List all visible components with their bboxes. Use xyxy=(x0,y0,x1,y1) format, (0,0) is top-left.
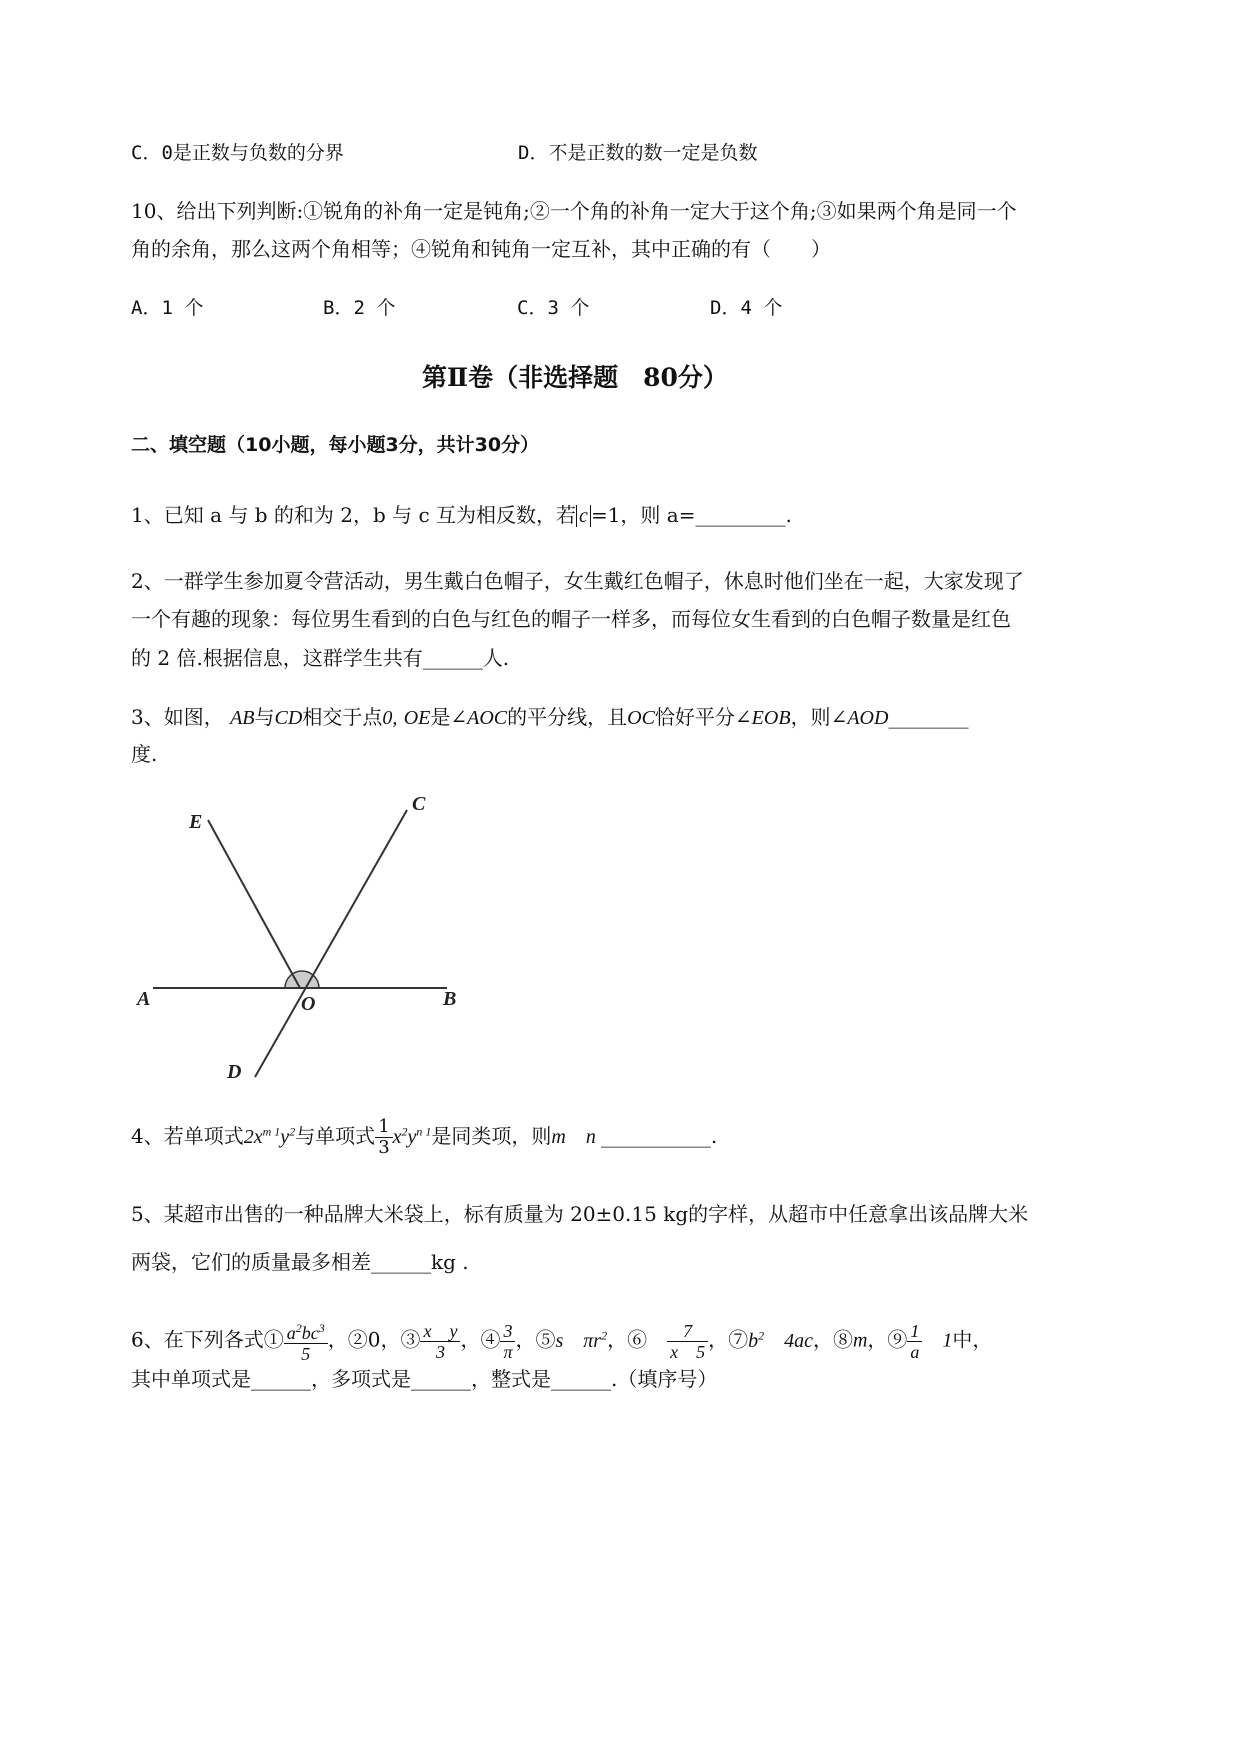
q10-line-1: 10、给出下列判断:①锐角的补角一定是钝角;②一个角的补角一定大于这个角;③如果两个角是同一个 xyxy=(131,199,1017,223)
fill-3-aoc: ∠AOC xyxy=(450,707,508,729)
fill-6-expr-9-tail: 1 xyxy=(922,1329,953,1352)
fill-3-blank: ________ xyxy=(888,705,969,729)
fill-3-ab: AB xyxy=(230,707,255,729)
fill-3-text-e: 的平分线，且 xyxy=(507,705,628,729)
fill-6-sep-2: ，②0，③ xyxy=(327,1327,421,1352)
fill-1-pre: 1、已知 a 与 b 的和为 2，b 与 c 互为相反数，若 xyxy=(131,503,577,527)
fill-5-line-1 xyxy=(131,1201,1028,1227)
fill-6-sep-4: ，④ xyxy=(460,1327,501,1352)
fill-5-unit-2: kg . xyxy=(431,1250,469,1274)
fill-6-end: 中， xyxy=(952,1327,993,1352)
fill-4: 4、若单项式$2x^{m 1}y^2$与单项式 $\frac{1}{3}$ $x^2y^{n 1}$是同类项，则m n ___________. xyxy=(131,1116,718,1158)
part-2-title: 第Ⅱ卷（非选择题 80分） xyxy=(422,363,728,392)
fill-4-m-n: m n xyxy=(551,1126,601,1148)
fill-3-line-1 xyxy=(131,704,968,731)
fill-2-line-2: 一个有趣的现象：每位男生看到的白色与红色的帽子一样多，而每位女生看到的白色帽子数量是红色 xyxy=(131,607,1011,631)
label-b: B xyxy=(443,988,457,1010)
q9-option-d: D．不是正数的数一定是负数 xyxy=(518,142,758,164)
fill-4-monomial-2: $x^2y^{n 1}$ xyxy=(392,1124,432,1148)
fill-1-abs-var: c xyxy=(576,505,591,527)
fill-3-text-g: ，则 xyxy=(790,705,831,729)
fill-5-text-c: 两袋，它们的质量最多相差______ xyxy=(131,1250,431,1274)
q10-option-d: D．4 个 xyxy=(710,297,783,319)
fill-5-text-b: 的字样，从超市中任意拿出该品牌大米 xyxy=(688,1202,1029,1226)
fill-3-aod: ∠AOD xyxy=(830,707,889,729)
q10-line-2: 角的余角，那么这两个角相等；④锐角和钝角一定互补，其中正确的有（ ） xyxy=(131,237,831,261)
label-a: A xyxy=(137,988,151,1010)
fill-3-text-d: 是 xyxy=(430,705,451,729)
fill-1-post: =1，则 a=_________. xyxy=(590,503,792,527)
q10-option-b: B．2 个 xyxy=(323,297,396,319)
section-2-title: 二、填空题（10小题，每小题3分，共计30分） xyxy=(131,434,540,456)
fill-4-blank: ___________. xyxy=(600,1124,718,1148)
fill-3-text-f: 恰好平分 xyxy=(654,705,735,729)
label-d: D xyxy=(227,1061,242,1083)
fill-6-expr-7: $b^2$ 4ac xyxy=(748,1328,813,1352)
fill-6-expr-4: $\frac{3}{\pi}$ xyxy=(500,1321,515,1362)
fill-6-sep-6: ，⑥ xyxy=(607,1327,648,1352)
fill-5-value: 20±0.15 xyxy=(570,1202,657,1226)
fill-4-fraction: $\frac{1}{3}$ xyxy=(375,1117,392,1158)
fill-5-unit: kg xyxy=(663,1202,689,1226)
fill-6-expr-6: $\frac{7}{x 5}$ xyxy=(667,1321,708,1362)
fill-4-monomial-1: $2x^{m 1}y^2$ xyxy=(243,1124,296,1148)
fill-4-pre: 4、若单项式 xyxy=(131,1124,244,1148)
label-c: C xyxy=(412,793,426,815)
fill-6-expr-5: s $\pi r^2$ xyxy=(555,1328,608,1352)
fill-6-expr-1: $\frac{a^2bc^3}{5}$ xyxy=(284,1318,328,1364)
fill-3-oc: OC xyxy=(627,707,655,729)
line-cd xyxy=(255,810,407,1077)
fill-3-o: 0, xyxy=(382,707,398,729)
fill-3-eob: ∠EOB xyxy=(734,707,791,729)
q10-option-a: A．1 个 xyxy=(131,297,204,319)
fill-2-line-1: 2、一群学生参加夏令营活动，男生戴白色帽子，女生戴红色帽子，休息时他们坐在一起，大家发现了 xyxy=(131,569,1024,593)
line-oe xyxy=(208,820,300,988)
fill-6-expr-8: m xyxy=(852,1329,868,1352)
label-e: E xyxy=(189,811,203,833)
fill-3-text-b: 与 xyxy=(254,705,275,729)
fill-6-line-2: 其中单项式是______，多项式是______，整式是______.（填序号） xyxy=(131,1367,718,1391)
fill-6-sep-8: ，⑧ xyxy=(812,1327,853,1352)
fill-3-text-a: 3、如图， xyxy=(131,705,224,729)
fill-3-cd: CD xyxy=(274,707,303,729)
fill-4-post: 是同类项，则 xyxy=(431,1124,552,1148)
fill-6-sep-9: ，⑨ xyxy=(867,1327,908,1352)
fill-3-oe: OE xyxy=(403,707,431,729)
label-o: O xyxy=(301,993,316,1015)
fill-3-text-c: 相交于点 xyxy=(302,705,383,729)
fill-2-line-3: 的 2 倍.根据信息，这群学生共有______人. xyxy=(131,646,510,670)
fill-5-text-a: 5、某超市出售的一种品牌大米袋上，标有质量为 xyxy=(131,1202,564,1226)
q10-option-c: C．3 个 xyxy=(517,297,590,319)
fill-6-line-1 xyxy=(131,1318,992,1364)
fill-5-line-2 xyxy=(131,1249,469,1275)
fill-6-sep-5: ，⑤ xyxy=(515,1327,556,1352)
fill-6-pre: 6、在下列各式① xyxy=(131,1327,284,1352)
fill-6-expr-3: $\frac{\text{x y}}{3}$ xyxy=(420,1321,460,1362)
q9-option-c: C．0是正数与负数的分界 xyxy=(131,142,344,164)
angle-figure xyxy=(125,780,485,1090)
fill-3-line-2: 度. xyxy=(131,742,158,766)
fill-6-sep-7: ，⑦ xyxy=(708,1327,749,1352)
fill-1 xyxy=(131,502,792,529)
fill-6-expr-9: $\frac{1}{a}$ xyxy=(907,1321,922,1362)
